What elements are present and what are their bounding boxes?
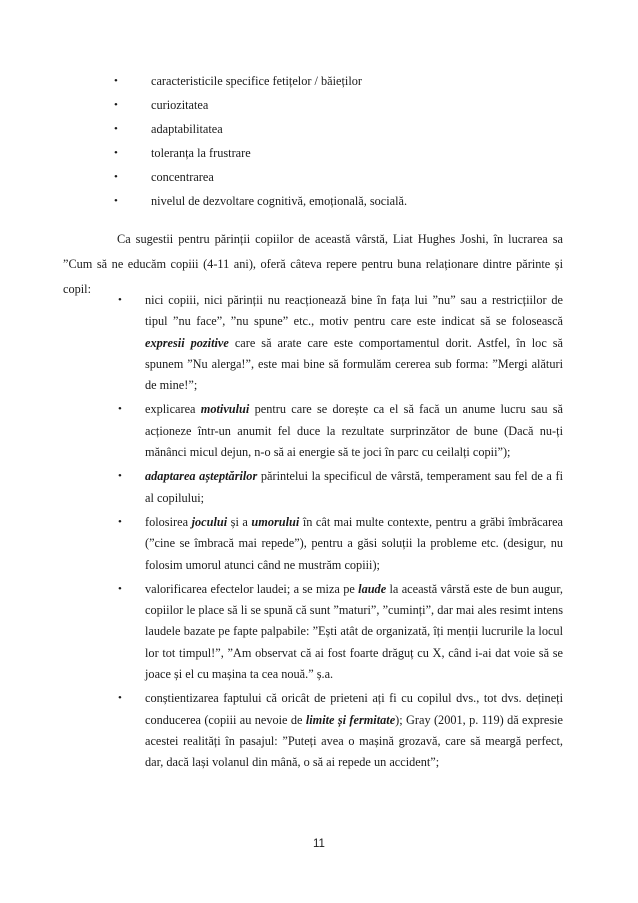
emphasis-text: jocului (191, 514, 228, 529)
bullet-icon: • (114, 75, 118, 87)
emphasis-text: adaptarea așteptărilor (145, 469, 258, 484)
bullet-icon: • (118, 582, 122, 595)
page-number: 11 (313, 838, 325, 850)
bullet-icon: • (118, 403, 122, 416)
list-item (0, 121, 638, 145)
list-item (0, 399, 638, 463)
suggestions-list (0, 290, 638, 777)
bullet-icon: • (118, 515, 122, 528)
bullet-icon: • (118, 470, 122, 483)
bullet-icon: • (114, 171, 118, 183)
emphasis-text: expresii pozitive (145, 335, 229, 350)
emphasis-text: umorului (251, 514, 300, 529)
bullet-icon: • (114, 147, 118, 159)
emphasis-text: laude (358, 581, 387, 596)
list-item-text: adaptabilitatea (151, 122, 223, 136)
list-item-text: toleranța la frustrare (151, 146, 251, 160)
bullet-icon: • (114, 99, 118, 111)
emphasis-text: limite și fermitate (305, 712, 396, 727)
trait-list (0, 73, 638, 217)
list-item (0, 512, 638, 576)
emphasis-text: motivului (200, 402, 250, 417)
list-item (0, 688, 638, 773)
list-item-text: concentrarea (151, 170, 214, 184)
list-item-text: explicarea motivului pentru care se dorește ca el să facă un anume lucru sau să acționeze într-un anumit fel duce la rezultate surprinzător de bune (Dacă nu-ți mănânci micul dejun, n-o să ai energie să te joci în parc cu ceilalți copii”); (145, 402, 563, 460)
list-item-text: conștientizarea faptului că oricât de prieteni ați fi cu copilul dvs., tot dvs. dețineți conducerea (copiii au nevoie de limite și fermitate); Gray (2001, p. 119) dă expresie acestei realități în pasajul: ”Puteți avea o mașină grozavă, care să meargă perfect, dar, dacă lași volanul din mână, o să ai repede un accident”; (145, 691, 563, 770)
list-item-text: adaptarea așteptărilor părintelui la specificul de vârstă, temperament sau fel de a fi al copilului; (145, 469, 564, 505)
list-item (0, 169, 638, 193)
list-item-text: folosirea jocului și a umorului în cât mai multe contexte, pentru a grăbi îmbrăcarea (”cine se îmbracă mai repede”), pentru a găsi soluții la probleme etc. (desigur, nu folosim umorul atunci când ne mustrăm copiii); (145, 514, 563, 572)
intro-paragraph: Ca sugestii pentru părinții copiilor de această vârstă, Liat Hughes Joshi, în lucrarea sa ”Cum să ne educăm copiii (4-11 ani), oferă câteva repere pentru buna relaționare dintre părinte și copil: (63, 232, 563, 296)
list-item (0, 73, 638, 97)
list-item-text: curiozitatea (151, 98, 209, 112)
bullet-icon: • (118, 692, 122, 705)
list-item (0, 579, 638, 685)
list-item-text: nivelul de dezvoltare cognitivă, emoțională, socială. (151, 194, 408, 208)
list-item (0, 97, 638, 121)
list-item (0, 145, 638, 169)
list-item (0, 466, 638, 509)
list-item-text: nici copiii, nici părinții nu reacționează bine în fața lui ”nu” sau a restricțiilor de tipul ”nu face”, ”nu spune” etc., motiv pentru care este indicat să se folosească expresii pozitive care să arate care este comportamentul dorit. Astfel, în loc să spunem ”Nu alerga!”, este mai bine să formulăm cererea sub forma: ”Mergi alături de mine!”; (145, 293, 563, 393)
list-item (0, 193, 638, 217)
list-item (0, 290, 638, 396)
list-item-text: valorificarea efectelor laudei; a se miza pe laude la această vârstă este de bun augur, copiilor le place să li se spună că sunt ”maturi”, ”cuminți”, dar mai ales resimt intens laudele bazate pe fapte palpabile: ”Ești atât de organizată, îți menții lucrurile la locul lor tot timpul!”, ”Am observat că ai fost foarte drăguț cu X, când i-ai dat voie să se joace și el cu mașina ta cea nouă.” ș.a. (145, 581, 564, 682)
bullet-icon: • (118, 294, 122, 306)
bullet-icon: • (114, 195, 118, 207)
bullet-icon: • (114, 123, 118, 135)
list-item-text: caracteristicile specifice fetițelor / băieților (151, 74, 362, 88)
